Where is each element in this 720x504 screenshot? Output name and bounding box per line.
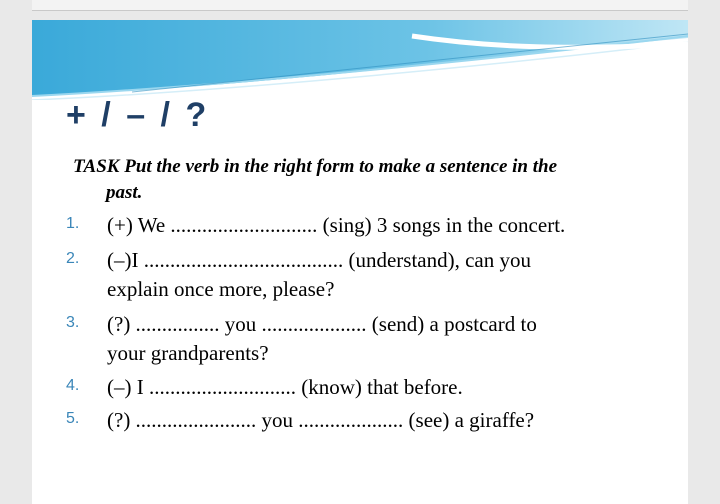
decorative-banner <box>32 20 688 100</box>
task-line-2: past. <box>106 182 143 203</box>
item-number: 1. <box>66 215 80 232</box>
exercise-item-2-continued: explain once more, please? <box>107 277 335 301</box>
task-line-1: TASK Put the verb in the right form to make a sentence in the <box>73 156 558 177</box>
item-number: 5. <box>66 410 80 427</box>
page-heading: + / – / ? <box>66 96 209 134</box>
top-scroll-bar <box>32 0 688 11</box>
exercise-item-4: (–) I ............................ (know) that before. <box>107 375 463 399</box>
exercise-item-2: (–)I ...................................... (understand), can you <box>107 248 531 272</box>
task-instruction <box>73 154 648 206</box>
exercise-item-3-continued: your grandparents? <box>107 341 269 365</box>
exercise-item-3: (?) ................ you .................... (send) a postcard to <box>107 312 537 336</box>
exercise-item-5: (?) ....................... you .................... (see) a giraffe? <box>107 408 535 432</box>
item-number: 3. <box>66 314 80 331</box>
item-number: 2. <box>66 250 80 267</box>
item-number: 4. <box>66 377 80 394</box>
slide <box>32 20 688 504</box>
exercise-item-1: (+) We ............................ (sing) 3 songs in the concert. <box>107 213 566 237</box>
